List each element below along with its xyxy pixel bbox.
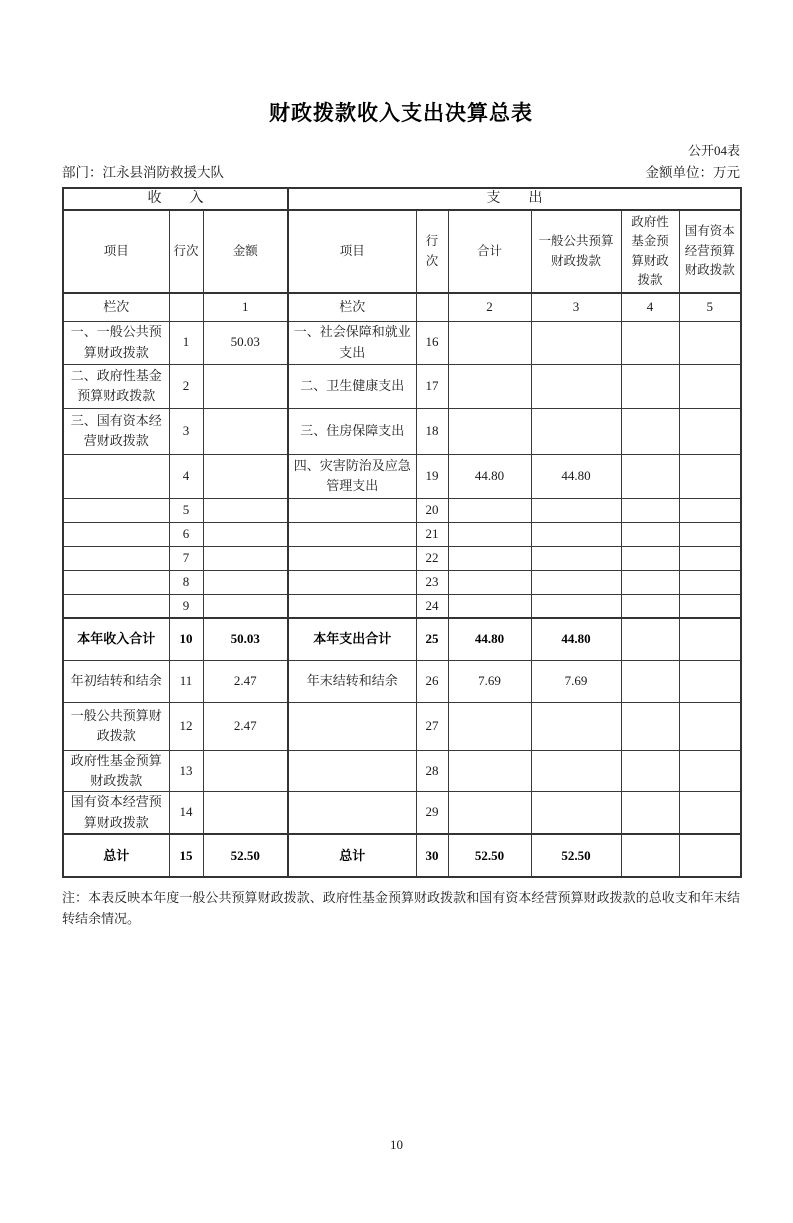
expenditure-line-cell: 30 (416, 834, 448, 877)
table-row (63, 364, 741, 408)
expenditure-total-cell: 7.69 (448, 660, 531, 702)
expenditure-govfund-cell (621, 321, 679, 364)
expenditure-statecap-cell (679, 618, 741, 660)
expenditure-general-cell (531, 408, 621, 454)
table-row (63, 546, 741, 570)
table-row (63, 570, 741, 594)
expenditure-item-cell (288, 498, 416, 522)
expenditure-line-cell: 28 (416, 750, 448, 791)
income-line-cell: 12 (169, 702, 203, 750)
table-row (63, 498, 741, 522)
header-income-item: 项目 (63, 210, 169, 293)
expenditure-statecap-cell (679, 321, 741, 364)
expenditure-govfund-cell (621, 408, 679, 454)
expenditure-total-cell (448, 570, 531, 594)
expenditure-govfund-cell (621, 750, 679, 791)
expenditure-statecap-cell (679, 570, 741, 594)
index-cell: 5 (679, 293, 741, 321)
expenditure-item-cell: 总计 (288, 834, 416, 877)
expenditure-line-cell: 29 (416, 791, 448, 834)
income-line-cell: 7 (169, 546, 203, 570)
income-line-cell: 15 (169, 834, 203, 877)
expenditure-total-cell: 44.80 (448, 454, 531, 498)
expenditure-govfund-cell (621, 522, 679, 546)
department-label: 部门：江永县消防救援大队 (62, 165, 224, 180)
expenditure-statecap-cell (679, 750, 741, 791)
expenditure-statecap-cell (679, 522, 741, 546)
expenditure-govfund-cell (621, 498, 679, 522)
income-amount-cell: 50.03 (203, 321, 288, 364)
income-amount-cell: 52.50 (203, 834, 288, 877)
income-item-cell (63, 522, 169, 546)
header-general-budget: 一般公共预算财政拨款 (531, 210, 621, 293)
expenditure-total-cell (448, 791, 531, 834)
column-index-row (63, 293, 741, 321)
expenditure-general-cell (531, 498, 621, 522)
income-amount-cell: 50.03 (203, 618, 288, 660)
expenditure-general-cell (531, 570, 621, 594)
expenditure-statecap-cell (679, 546, 741, 570)
index-cell: 3 (531, 293, 621, 321)
form-code: 公开04表 (687, 143, 740, 158)
page-title: 财政拨款收入支出决算总表 (269, 101, 533, 125)
expenditure-line-cell: 23 (416, 570, 448, 594)
income-section-header: 收 入 (63, 188, 288, 210)
expenditure-general-cell (531, 702, 621, 750)
income-line-cell: 1 (169, 321, 203, 364)
section-header-row (63, 188, 741, 210)
expenditure-item-cell: 年末结转和结余 (288, 660, 416, 702)
table-row (63, 702, 741, 750)
expenditure-item-cell: 三、住房保障支出 (288, 408, 416, 454)
expenditure-general-cell (531, 321, 621, 364)
expenditure-general-cell: 52.50 (531, 834, 621, 877)
income-amount-cell (203, 364, 288, 408)
expenditure-general-cell: 44.80 (531, 618, 621, 660)
expenditure-general-cell (531, 522, 621, 546)
expenditure-statecap-cell (679, 834, 741, 877)
expenditure-item-cell (288, 522, 416, 546)
expenditure-total-cell: 44.80 (448, 618, 531, 660)
expenditure-govfund-cell (621, 702, 679, 750)
income-amount-cell (203, 408, 288, 454)
expenditure-govfund-cell (621, 834, 679, 877)
table-row (63, 750, 741, 791)
index-cell: 2 (448, 293, 531, 321)
expenditure-line-cell: 25 (416, 618, 448, 660)
expenditure-section-header: 支 出 (288, 188, 741, 210)
header-state-capital: 国有资本经营预算财政拨款 (679, 210, 741, 293)
expenditure-item-cell (288, 594, 416, 618)
income-item-cell: 一般公共预算财政拨款 (63, 702, 169, 750)
expenditure-statecap-cell (679, 791, 741, 834)
expenditure-general-cell (531, 364, 621, 408)
table-row (63, 408, 741, 454)
expenditure-item-cell (288, 791, 416, 834)
expenditure-item-cell (288, 570, 416, 594)
income-amount-cell (203, 791, 288, 834)
expenditure-total-cell: 52.50 (448, 834, 531, 877)
income-amount-cell: 2.47 (203, 702, 288, 750)
income-line-cell: 13 (169, 750, 203, 791)
expenditure-total-cell (448, 408, 531, 454)
expenditure-total-cell (448, 498, 531, 522)
header-expenditure-item: 项目 (288, 210, 416, 293)
income-amount-cell (203, 454, 288, 498)
expenditure-govfund-cell (621, 618, 679, 660)
table-row (63, 522, 741, 546)
expenditure-statecap-cell (679, 498, 741, 522)
expenditure-govfund-cell (621, 546, 679, 570)
table-body (63, 321, 741, 877)
header-gov-fund: 政府性基金预算财政拨款 (621, 210, 679, 293)
expenditure-govfund-cell (621, 364, 679, 408)
index-cell: 1 (203, 293, 288, 321)
income-line-cell: 4 (169, 454, 203, 498)
income-amount-cell (203, 750, 288, 791)
expenditure-govfund-cell (621, 454, 679, 498)
expenditure-item-cell: 四、灾害防治及应急管理支出 (288, 454, 416, 498)
expenditure-line-cell: 21 (416, 522, 448, 546)
header-expenditure-line-no: 行次 (416, 210, 448, 293)
expenditure-govfund-cell (621, 594, 679, 618)
expenditure-total-cell (448, 321, 531, 364)
income-item-cell (63, 498, 169, 522)
income-amount-cell: 2.47 (203, 660, 288, 702)
income-item-cell (63, 546, 169, 570)
index-cell (169, 293, 203, 321)
expenditure-total-cell (448, 364, 531, 408)
page-number: 10 (390, 1137, 403, 1152)
expenditure-general-cell: 7.69 (531, 660, 621, 702)
expenditure-statecap-cell (679, 702, 741, 750)
expenditure-statecap-cell (679, 594, 741, 618)
expenditure-item-cell (288, 546, 416, 570)
expenditure-statecap-cell (679, 454, 741, 498)
income-item-cell: 政府性基金预算财政拨款 (63, 750, 169, 791)
expenditure-statecap-cell (679, 364, 741, 408)
income-amount-cell (203, 570, 288, 594)
expenditure-govfund-cell (621, 570, 679, 594)
expenditure-line-cell: 17 (416, 364, 448, 408)
income-line-cell: 6 (169, 522, 203, 546)
column-header-row (63, 210, 741, 293)
income-amount-cell (203, 498, 288, 522)
income-item-cell: 总计 (63, 834, 169, 877)
index-cell: 4 (621, 293, 679, 321)
footnote: 注：本表反映本年度一般公共预算财政拨款、政府性基金预算财政拨款和国有资本经营预算财政拨款的总收支和年末结转结余情况。 (62, 890, 740, 927)
expenditure-govfund-cell (621, 660, 679, 702)
income-item-cell (63, 594, 169, 618)
expenditure-statecap-cell (679, 660, 741, 702)
income-line-cell: 2 (169, 364, 203, 408)
index-cell: 栏次 (288, 293, 416, 321)
income-item-cell: 三、国有资本经营财政拨款 (63, 408, 169, 454)
income-item-cell: 国有资本经营预算财政拨款 (63, 791, 169, 834)
income-line-cell: 9 (169, 594, 203, 618)
expenditure-line-cell: 24 (416, 594, 448, 618)
income-item-cell: 一、一般公共预算财政拨款 (63, 321, 169, 364)
expenditure-line-cell: 27 (416, 702, 448, 750)
header-income-line-no: 行次 (169, 210, 203, 293)
expenditure-line-cell: 22 (416, 546, 448, 570)
table-row (63, 660, 741, 702)
unit-label: 金额单位：万元 (645, 165, 740, 180)
income-line-cell: 3 (169, 408, 203, 454)
expenditure-general-cell (531, 750, 621, 791)
table-row-total (63, 834, 741, 877)
table-row (63, 594, 741, 618)
table-row (63, 791, 741, 834)
income-line-cell: 5 (169, 498, 203, 522)
income-line-cell: 11 (169, 660, 203, 702)
income-item-cell (63, 570, 169, 594)
expenditure-general-cell: 44.80 (531, 454, 621, 498)
expenditure-line-cell: 20 (416, 498, 448, 522)
expenditure-general-cell (531, 791, 621, 834)
expenditure-line-cell: 16 (416, 321, 448, 364)
income-line-cell: 14 (169, 791, 203, 834)
income-item-cell: 年初结转和结余 (63, 660, 169, 702)
header-income-amount: 金额 (203, 210, 288, 293)
table-row-total (63, 618, 741, 660)
index-cell (416, 293, 448, 321)
expenditure-total-cell (448, 750, 531, 791)
expenditure-total-cell (448, 546, 531, 570)
expenditure-item-cell: 二、卫生健康支出 (288, 364, 416, 408)
income-item-cell: 本年收入合计 (63, 618, 169, 660)
table-head-group (63, 188, 741, 321)
expenditure-general-cell (531, 594, 621, 618)
expenditure-statecap-cell (679, 408, 741, 454)
table-row (63, 321, 741, 364)
meta-row (62, 165, 740, 181)
income-amount-cell (203, 546, 288, 570)
expenditure-govfund-cell (621, 791, 679, 834)
expenditure-line-cell: 19 (416, 454, 448, 498)
income-amount-cell (203, 522, 288, 546)
expenditure-item-cell: 一、社会保障和就业支出 (288, 321, 416, 364)
expenditure-general-cell (531, 546, 621, 570)
income-line-cell: 8 (169, 570, 203, 594)
expenditure-item-cell: 本年支出合计 (288, 618, 416, 660)
income-line-cell: 10 (169, 618, 203, 660)
page-content (62, 101, 740, 929)
income-amount-cell (203, 594, 288, 618)
expenditure-line-cell: 26 (416, 660, 448, 702)
expenditure-total-cell (448, 594, 531, 618)
expenditure-total-cell (448, 702, 531, 750)
header-expenditure-total: 合计 (448, 210, 531, 293)
expenditure-item-cell (288, 702, 416, 750)
income-item-cell: 二、政府性基金预算财政拨款 (63, 364, 169, 408)
expenditure-total-cell (448, 522, 531, 546)
table-row (63, 454, 741, 498)
fiscal-summary-table (62, 187, 742, 878)
expenditure-item-cell (288, 750, 416, 791)
index-cell: 栏次 (63, 293, 169, 321)
income-item-cell (63, 454, 169, 498)
expenditure-line-cell: 18 (416, 408, 448, 454)
